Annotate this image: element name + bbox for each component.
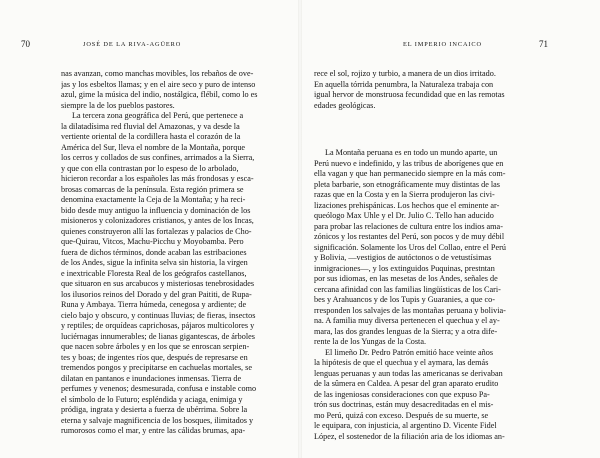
text-line: e inextricable Floresta Real de los geógrafos castellanos, <box>61 268 247 278</box>
text-line: El limeño Dr. Pedro Patrón emitió hace veinte años <box>325 347 494 357</box>
text-line: mara, las dos grandes lenguas de la Sierra; y a otra dife- <box>314 326 498 336</box>
text-line: de las ingeniosas consideraciones con que expuso Pa- <box>314 389 490 399</box>
text-line: denomina exactamente la Ceja de la Montaña; y ha reci- <box>61 195 246 204</box>
text-line: lizaciones prehispánicas. Los hechos que el eminente ar- <box>314 200 500 210</box>
text-line: edades geológicas. <box>314 100 376 110</box>
text-line: el símbolo de lo Futuro; espléndida y aciaga, enimiga y <box>61 394 243 404</box>
text-line: pleta barbarie, son etnográficamente muy distintas de las <box>314 179 500 189</box>
text-line: luciérnagas innumerables; de lianas gigantescas, de árboles <box>61 331 255 341</box>
text-line: azul, gime la música del indio, nostálgica, flébil, como lo es <box>61 90 258 99</box>
text-line: de los Andes, sigue la infinita selva sin historia, la virgen <box>61 258 248 267</box>
text-line: ella vagan y que han permanecido siempre en la más com- <box>314 169 506 178</box>
text-line: que-Quirau, Vitcos, Machu-Picchu y Moyobamba. Pero <box>61 237 244 246</box>
text-line: eterna y salvaje magnificencia de los bosques, ilimitados y <box>61 415 254 425</box>
text-line: los ilusorios reinos del Dorado y del gran Paititi, de Rupa- <box>61 289 252 299</box>
text-line: brosas comarcas de la península. Esta región primera se <box>61 184 244 194</box>
text-line: López, el sostenedor de la filiación aria de los idiomas an- <box>314 431 505 441</box>
text-line: bido desde muy antiguo la influencia y dominación de los <box>61 205 251 215</box>
text-line: tes y boas; de ingentes ríos que, después de represarse en <box>61 352 248 362</box>
text-line: cielo bajo y obscuro, y continuas lluvias; de fieras, insectos <box>61 310 256 320</box>
text-line: la hipótesis de que el quechua y el aymara, las demás <box>314 358 489 367</box>
text-line: inmigraciones—, y los extinguidos Puquinas, prestntan <box>314 263 495 273</box>
text-line: le equipara, con injusticia, al argentino D. Vicente Fidel <box>314 421 497 430</box>
text-line: de la sûmera en Caldea. A pesar del gran aparato erudito <box>314 379 499 388</box>
text-line: quienes construyeron allí las fortalezas y palacios de Cho- <box>61 226 252 236</box>
text-line: rente la de los Yungas de la Costa. <box>314 337 427 346</box>
right-page <box>300 0 600 458</box>
text-line: jas y los esbeltos llamas; y en el aire seco y puro de intenso <box>61 79 256 89</box>
text-line: siempre la de los pueblos pastores. <box>61 100 175 110</box>
running-head: JOSÉ DE LA RIVA-AGÜERO <box>83 41 182 48</box>
paragraph-group <box>314 148 543 442</box>
text-line: En aquella tórrida penumbra, la Naturaleza trabaja con <box>314 79 494 89</box>
running-head: EL IMPERIO INCAICO <box>403 41 482 48</box>
text-line: para probar las relaciones de cultura entre los indios ama- <box>314 221 503 231</box>
page-number: 70 <box>21 39 30 49</box>
text-line: fuera de dichos términos, donde acaban las estribaciones <box>61 247 247 257</box>
text-line: La tercera zona geográfica del Perú, que pertenece a <box>72 111 244 120</box>
text-line: rresponden los salvajes de las montañas peruana y bolivia- <box>314 305 506 315</box>
text-line: que nacen sobre árboles y en los que se enroscan serpien- <box>61 342 250 351</box>
text-line: la dilatadísima red fluvial del Amazonas, y va desde la <box>61 121 240 131</box>
text-line: lenguas peruanas y aun todas las americanas se derivaban <box>314 368 503 378</box>
text-line: los cerros y collados de sus confines, arrimados a la Sierra, <box>61 153 255 162</box>
text-line: y que con ella contrastan por lo espeso de lo arbolado, <box>61 163 239 173</box>
text-line: significación. Solamente los Uros del Collao, entre el Perú <box>314 242 506 252</box>
text-line: rece el sol, rojizo y turbio, a manera de un dios irritado. <box>314 69 496 78</box>
section-break <box>314 111 543 148</box>
text-line: pródiga, ingrata y desierta a fuerza de ubérrima. Sobre la <box>61 405 248 414</box>
text-line: zónicos y los restantes del Perú, son pocos y de muy débil <box>314 232 505 241</box>
text-line: América del Sur, lleva el nombre de la Montaña, porque <box>61 142 246 152</box>
text-line: nas avanzan, como manchas movibles, los rebaños de ove- <box>61 69 254 78</box>
text-line: hicieron recordar a los españoles las más frondosas y esca- <box>61 174 254 183</box>
text-line: queólogo Max Uhle y el Dr. Julio C. Tello han aducido <box>314 211 494 220</box>
text-line: tremendos pongos y precipitarse en cachuelas mortales, se <box>61 363 252 372</box>
text-line: y Bolivia, —vestigios de autóctonos o de vetustísimas <box>314 253 492 262</box>
text-column <box>61 69 290 437</box>
text-line: bes y Arahuancos y de los Tupis y Guaranies, a que co- <box>314 295 496 304</box>
text-line: que situaron en sus arcabucos y misteriosas tenebrosidades <box>61 279 255 288</box>
paragraph-continued <box>314 69 543 111</box>
text-line: trón sus doctrinas, están muy desacreditadas en el mis- <box>314 400 494 409</box>
text-line: Perú nuevo e indefinido, y las tribus de aborígenes que en <box>314 158 504 168</box>
page-number: 71 <box>539 39 548 49</box>
text-line: cercana afinidad con las familias lingüísticas de los Cari- <box>314 284 501 294</box>
text-line: La Montaña peruana es en todo un mundo aparte, un <box>325 148 498 157</box>
text-line: perfumes y venenos; desmesurada, confusa e instable como <box>61 384 257 393</box>
text-line: igual hervor de monstruosa fecundidad que en las remotas <box>314 90 505 99</box>
text-line: misioneros y colonizadores cristianos, y antes de los Incas, <box>61 216 254 225</box>
text-line: Runa y Ambaya. Tierra húmeda, cenegosa y ardiente; de <box>61 300 247 309</box>
text-line: por sus idiomas, en las mesetas de los Andes, señales de <box>314 274 498 283</box>
text-line: dilatan en pantanos e inundaciones inmensas. Tierra de <box>61 373 242 383</box>
text-line: mo Perú, quizá con exceso. Después de su muerte, se <box>314 410 489 420</box>
text-line: y reptiles; de orquídeas caprichosas, pájaros multicolores y <box>61 321 255 330</box>
text-column <box>314 69 543 442</box>
text-line: na. A familia muy diversa pertenecen el quechua y el ay- <box>314 316 500 325</box>
text-line: rumorosos como el mar, y entre las cálidas brumas, apa- <box>61 426 246 435</box>
text-line: razas que en la Costa y en la Sierra produjeron las civi- <box>314 190 495 199</box>
text-line: vertiente oriental de la cordillera hasta el corazón de la <box>61 132 241 141</box>
